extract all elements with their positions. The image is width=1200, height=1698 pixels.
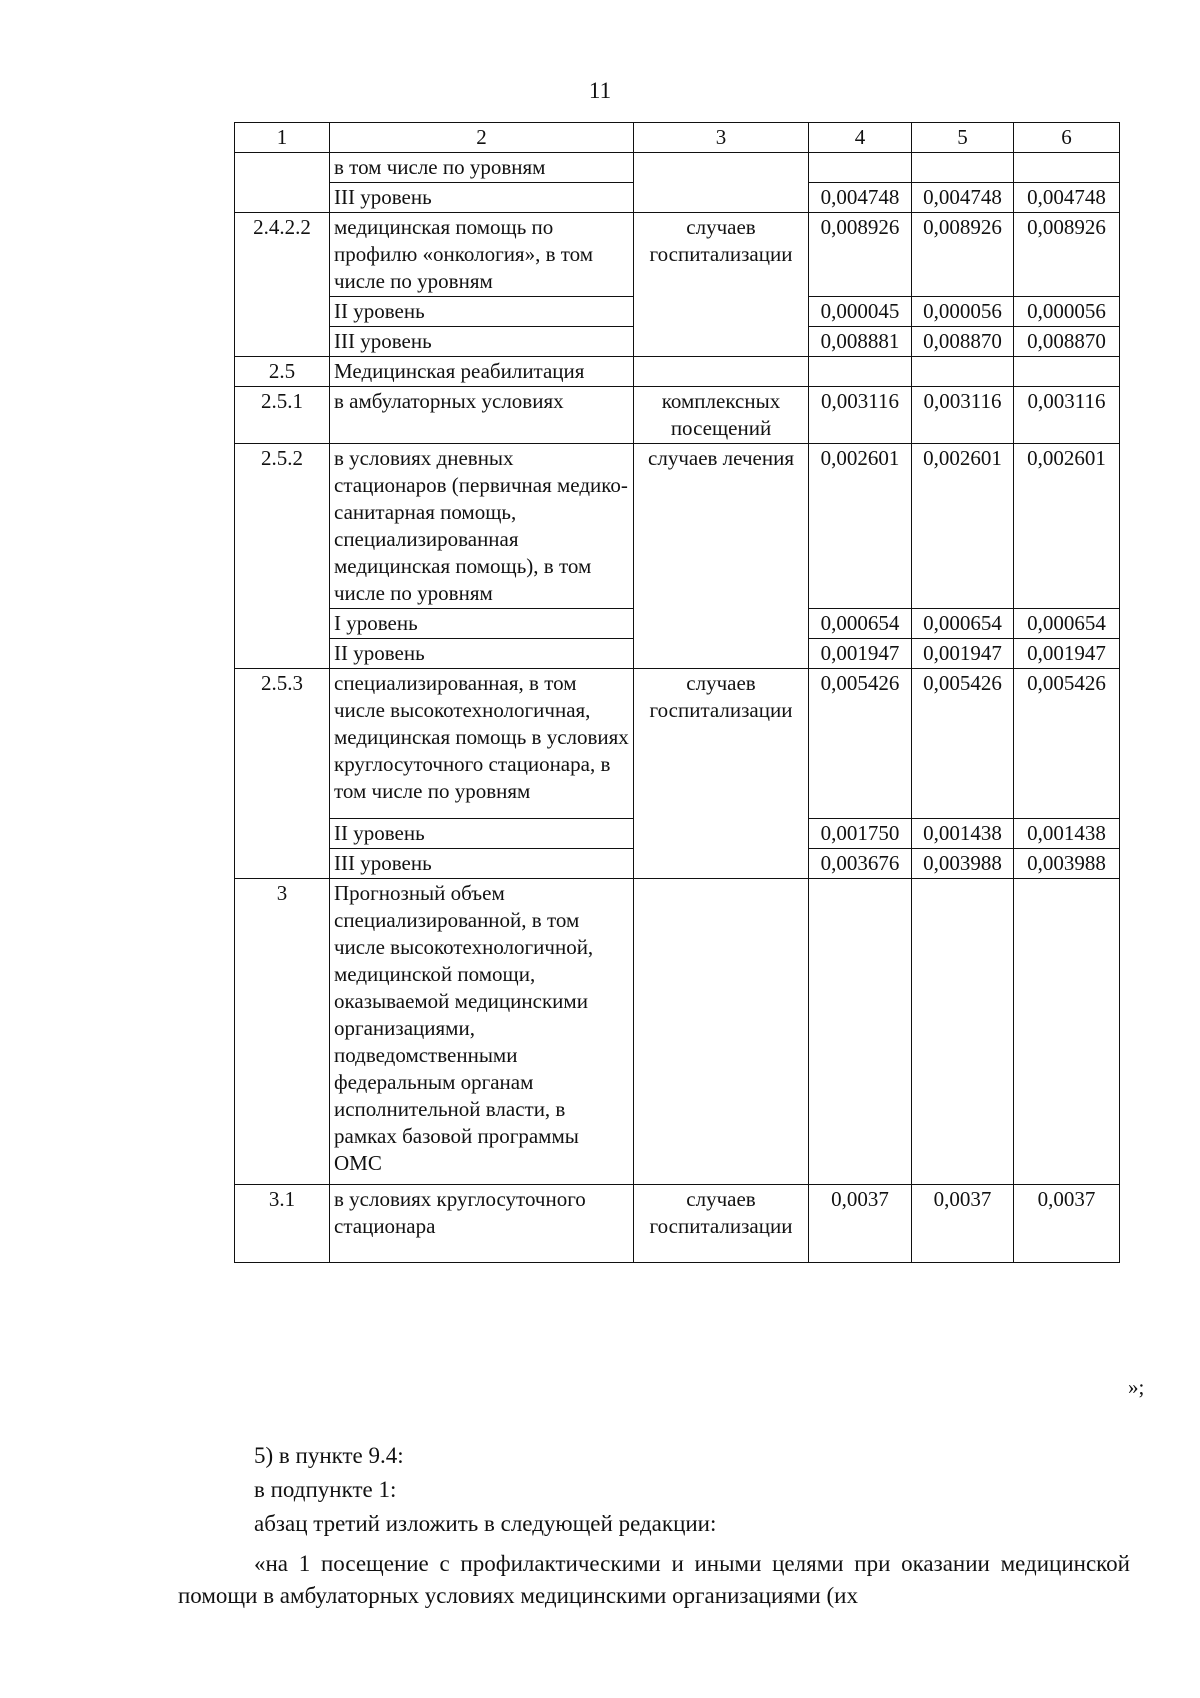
row-name-cell: в том числе по уровням: [330, 153, 634, 183]
value-cell-col6: [1014, 153, 1120, 183]
value-cell-col5: 0,008870: [912, 327, 1014, 357]
row-name-cell: II уровень: [330, 297, 634, 327]
value-cell-col4: 0,003116: [809, 387, 912, 444]
item-5-heading: 5) в пункте 9.4:: [254, 1443, 404, 1468]
subitem-heading: в подпункте 1:: [254, 1477, 397, 1502]
unit-cell: [634, 879, 809, 1185]
table-row: [235, 153, 1120, 183]
table-closing-quote: »;: [1128, 1375, 1145, 1399]
value-cell-col6: 0,004748: [1014, 183, 1120, 213]
unit-cell: случаев лечения: [634, 444, 809, 669]
header-cell: 6: [1014, 123, 1120, 153]
value-cell-col4: 0,0037: [809, 1185, 912, 1263]
value-cell-col6: 0,001438: [1014, 819, 1120, 849]
unit-cell: случаев госпитализации: [634, 213, 809, 357]
table-row: [235, 669, 1120, 819]
value-cell-col5: 0,001438: [912, 819, 1014, 849]
quoted-paragraph: «на 1 посещение с профилактическими и иными целями при оказании медицинской помощи в амбулаторных условиях медицинскими организациями (их: [178, 1551, 1130, 1608]
value-cell-col4: 0,000045: [809, 297, 912, 327]
row-name-cell: в условиях круглосуточного стационара: [330, 1185, 634, 1263]
value-cell-col5: [912, 357, 1014, 387]
value-cell-col5: 0,008926: [912, 213, 1014, 297]
value-cell-col4: 0,003676: [809, 849, 912, 879]
table-row: [235, 444, 1120, 609]
value-cell-col4: [809, 357, 912, 387]
value-cell-col5: 0,0037: [912, 1185, 1014, 1263]
value-cell-col6: 0,008870: [1014, 327, 1120, 357]
value-cell-col5: 0,001947: [912, 639, 1014, 669]
value-cell-col4: 0,008881: [809, 327, 912, 357]
header-cell: 2: [330, 123, 634, 153]
row-name-cell: I уровень: [330, 609, 634, 639]
value-cell-col6: 0,0037: [1014, 1185, 1120, 1263]
value-cell-col4: 0,005426: [809, 669, 912, 819]
page-number: 11: [588, 78, 612, 103]
value-cell-col6: 0,002601: [1014, 444, 1120, 609]
value-cell-col5: 0,004748: [912, 183, 1014, 213]
header-cell: 5: [912, 123, 1014, 153]
value-cell-col5: 0,003988: [912, 849, 1014, 879]
row-name-cell: Медицинская реабилитация: [330, 357, 634, 387]
data-table: [234, 122, 1120, 1263]
value-cell-col6: 0,001947: [1014, 639, 1120, 669]
value-cell-col6: 0,000654: [1014, 609, 1120, 639]
value-cell-col4: 0,001947: [809, 639, 912, 669]
value-cell-col6: [1014, 357, 1120, 387]
value-cell-col6: 0,003116: [1014, 387, 1120, 444]
table-row: [235, 213, 1120, 297]
table-row: [235, 1185, 1120, 1263]
value-cell-col5: 0,002601: [912, 444, 1014, 609]
value-cell-col6: 0,000056: [1014, 297, 1120, 327]
value-cell-col5: 0,003116: [912, 387, 1014, 444]
row-name-cell: III уровень: [330, 849, 634, 879]
row-name-cell: II уровень: [330, 639, 634, 669]
row-number-cell: 2.5: [235, 357, 330, 387]
unit-cell: [634, 357, 809, 387]
paragraph-instruction: абзац третий изложить в следующей редакции:: [254, 1511, 717, 1536]
row-number-cell: 2.5.3: [235, 669, 330, 879]
value-cell-col4: 0,002601: [809, 444, 912, 609]
row-name-cell: II уровень: [330, 819, 634, 849]
row-number-cell: 2.5.2: [235, 444, 330, 669]
row-number-cell: 3.1: [235, 1185, 330, 1263]
value-cell-col6: 0,003988: [1014, 849, 1120, 879]
value-cell-col5: 0,000056: [912, 297, 1014, 327]
header-cell: 3: [634, 123, 809, 153]
table-row: [235, 387, 1120, 444]
value-cell-col6: 0,005426: [1014, 669, 1120, 819]
value-cell-col5: 0,005426: [912, 669, 1014, 819]
value-cell-col4: 0,008926: [809, 213, 912, 297]
header-cell: 4: [809, 123, 912, 153]
value-cell-col4: [809, 879, 912, 1185]
row-name-cell: III уровень: [330, 183, 634, 213]
row-name-cell: специализированная, в том числе высокотехнологичная, медицинская помощь в условиях круглосуточного стационара, в том числе по уровням: [330, 669, 634, 819]
value-cell-col4: 0,001750: [809, 819, 912, 849]
row-number-cell: 2.4.2.2: [235, 213, 330, 357]
table-header-row: [235, 123, 1120, 153]
value-cell-col5: [912, 879, 1014, 1185]
row-number-cell: [235, 153, 330, 213]
row-name-cell: III уровень: [330, 327, 634, 357]
row-name-cell: в амбулаторных условиях: [330, 387, 634, 444]
value-cell-col4: [809, 153, 912, 183]
value-cell-col6: 0,008926: [1014, 213, 1120, 297]
row-number-cell: 2.5.1: [235, 387, 330, 444]
unit-cell: комплексных посещений: [634, 387, 809, 444]
value-cell-col5: 0,000654: [912, 609, 1014, 639]
value-cell-col4: 0,000654: [809, 609, 912, 639]
value-cell-col5: [912, 153, 1014, 183]
table-row: [235, 879, 1120, 1185]
row-number-cell: 3: [235, 879, 330, 1185]
value-cell-col6: [1014, 879, 1120, 1185]
value-cell-col4: 0,004748: [809, 183, 912, 213]
unit-cell: случаев госпитализации: [634, 669, 809, 879]
row-name-cell: медицинская помощь по профилю «онкология», в том числе по уровням: [330, 213, 634, 297]
unit-cell: [634, 153, 809, 213]
header-cell: 1: [235, 123, 330, 153]
row-name-cell: в условиях дневных стационаров (первичная медико-санитарная помощь, специализированная медицинская помощь), в том числе по уровням: [330, 444, 634, 609]
row-name-cell: Прогнозный объем специализированной, в том числе высокотехнологичной, медицинской помощи, оказываемой медицинскими организациями, подведомственными федеральным органам исполнительной власти, в рамках базовой программы ОМС: [330, 879, 634, 1185]
unit-cell: случаев госпитализации: [634, 1185, 809, 1263]
table-row: [235, 357, 1120, 387]
